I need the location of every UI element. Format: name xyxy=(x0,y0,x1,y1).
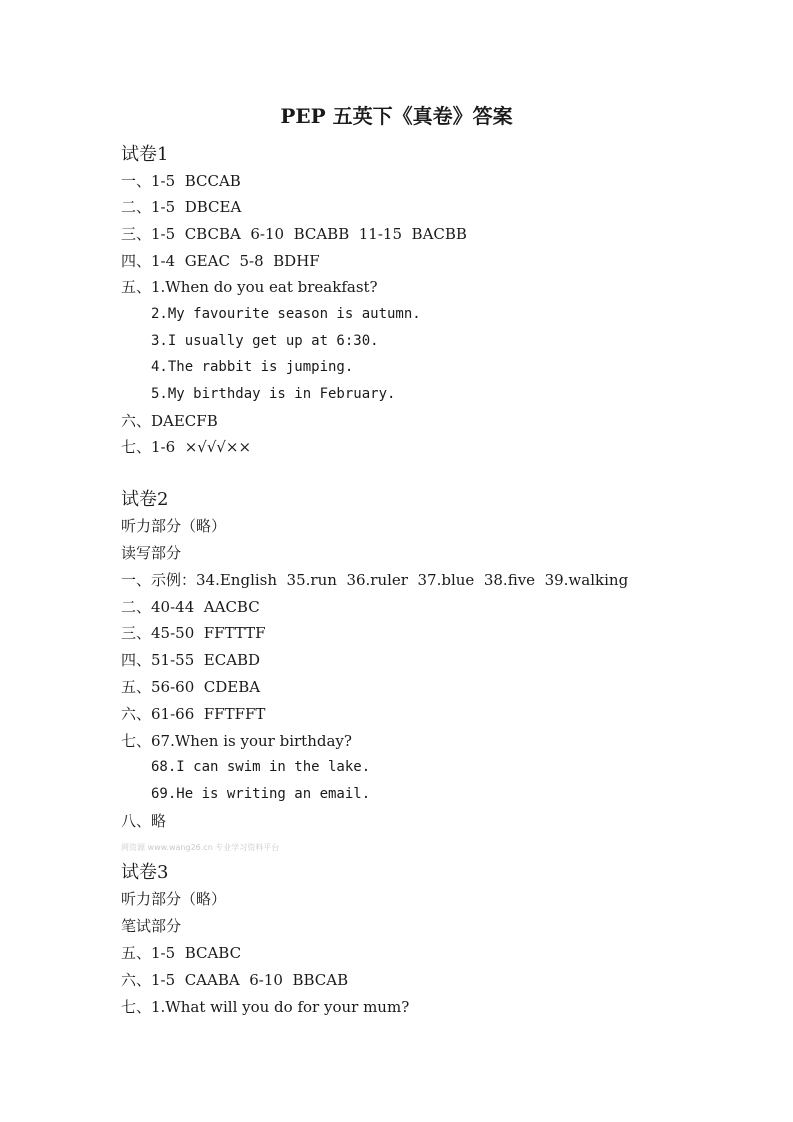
paper1-heading: 试卷1 xyxy=(121,144,169,165)
paper2-answer-line: 五、56-60 CDEBA xyxy=(121,678,261,696)
paper2-answer-line: 八、略 xyxy=(121,812,167,830)
paper2-answer-line: 69.He is writing an email. xyxy=(151,786,371,802)
paper1-answer-line: 六、DAECFB xyxy=(121,412,218,430)
paper2-answer-line: 二、40-44 AACBC xyxy=(121,598,260,616)
paper1-answer-line: 五、1.When do you eat breakfast? xyxy=(121,278,378,296)
paper1-answer-line: 2.My favourite season is autumn. xyxy=(151,306,421,322)
paper2-heading: 试卷2 xyxy=(121,489,169,510)
paper1-answer-line: 5.My birthday is in February. xyxy=(151,386,396,402)
paper1-answer-line: 4.The rabbit is jumping. xyxy=(151,359,354,375)
paper3-answer-line: 七、1.What will you do for your mum? xyxy=(121,998,410,1016)
paper1-answer-line: 七、1-6 ×√√√×× xyxy=(121,438,252,456)
paper2-answer-line: 读写部分 xyxy=(121,544,182,562)
paper1-answer-line: 二、1-5 DBCEA xyxy=(121,198,242,216)
paper2-answer-line: 四、51-55 ECABD xyxy=(121,651,261,669)
paper2-answer-line: 一、示例：34.English 35.run 36.ruler 37.blue 38.five 39.walking xyxy=(121,571,629,589)
paper2-answer-line: 听力部分（略） xyxy=(121,517,227,535)
paper3-answer-line: 六、1-5 CAABA 6-10 BBCAB xyxy=(121,971,349,989)
page-title: PEP 五英下《真卷》答案 xyxy=(280,104,513,128)
paper1-answer-line: 四、1-4 GEAC 5-8 BDHF xyxy=(121,252,320,270)
paper3-answer-line: 听力部分（略） xyxy=(121,890,227,908)
paper2-answer-line: 七、67.When is your birthday? xyxy=(121,732,352,750)
paper2-answer-line: 六、61-66 FFTFFT xyxy=(121,705,266,723)
paper2-answer-line: 68.I can swim in the lake. xyxy=(151,759,371,775)
paper3-answer-line: 五、1-5 BCABC xyxy=(121,944,242,962)
paper2-answer-line: 三、45-50 FFTTTF xyxy=(121,624,266,642)
watermark-text: 网资源 www.wang26.cn 专业学习资料平台 xyxy=(121,843,280,852)
paper3-heading: 试卷3 xyxy=(121,862,169,883)
paper1-answer-line: 三、1-5 CBCBA 6-10 BCABB 11-15 BACBB xyxy=(121,225,467,243)
paper3-answer-line: 笔试部分 xyxy=(121,917,182,935)
paper1-answer-line: 一、1-5 BCCAB xyxy=(121,172,241,190)
paper1-answer-line: 3.I usually get up at 6:30. xyxy=(151,333,379,349)
